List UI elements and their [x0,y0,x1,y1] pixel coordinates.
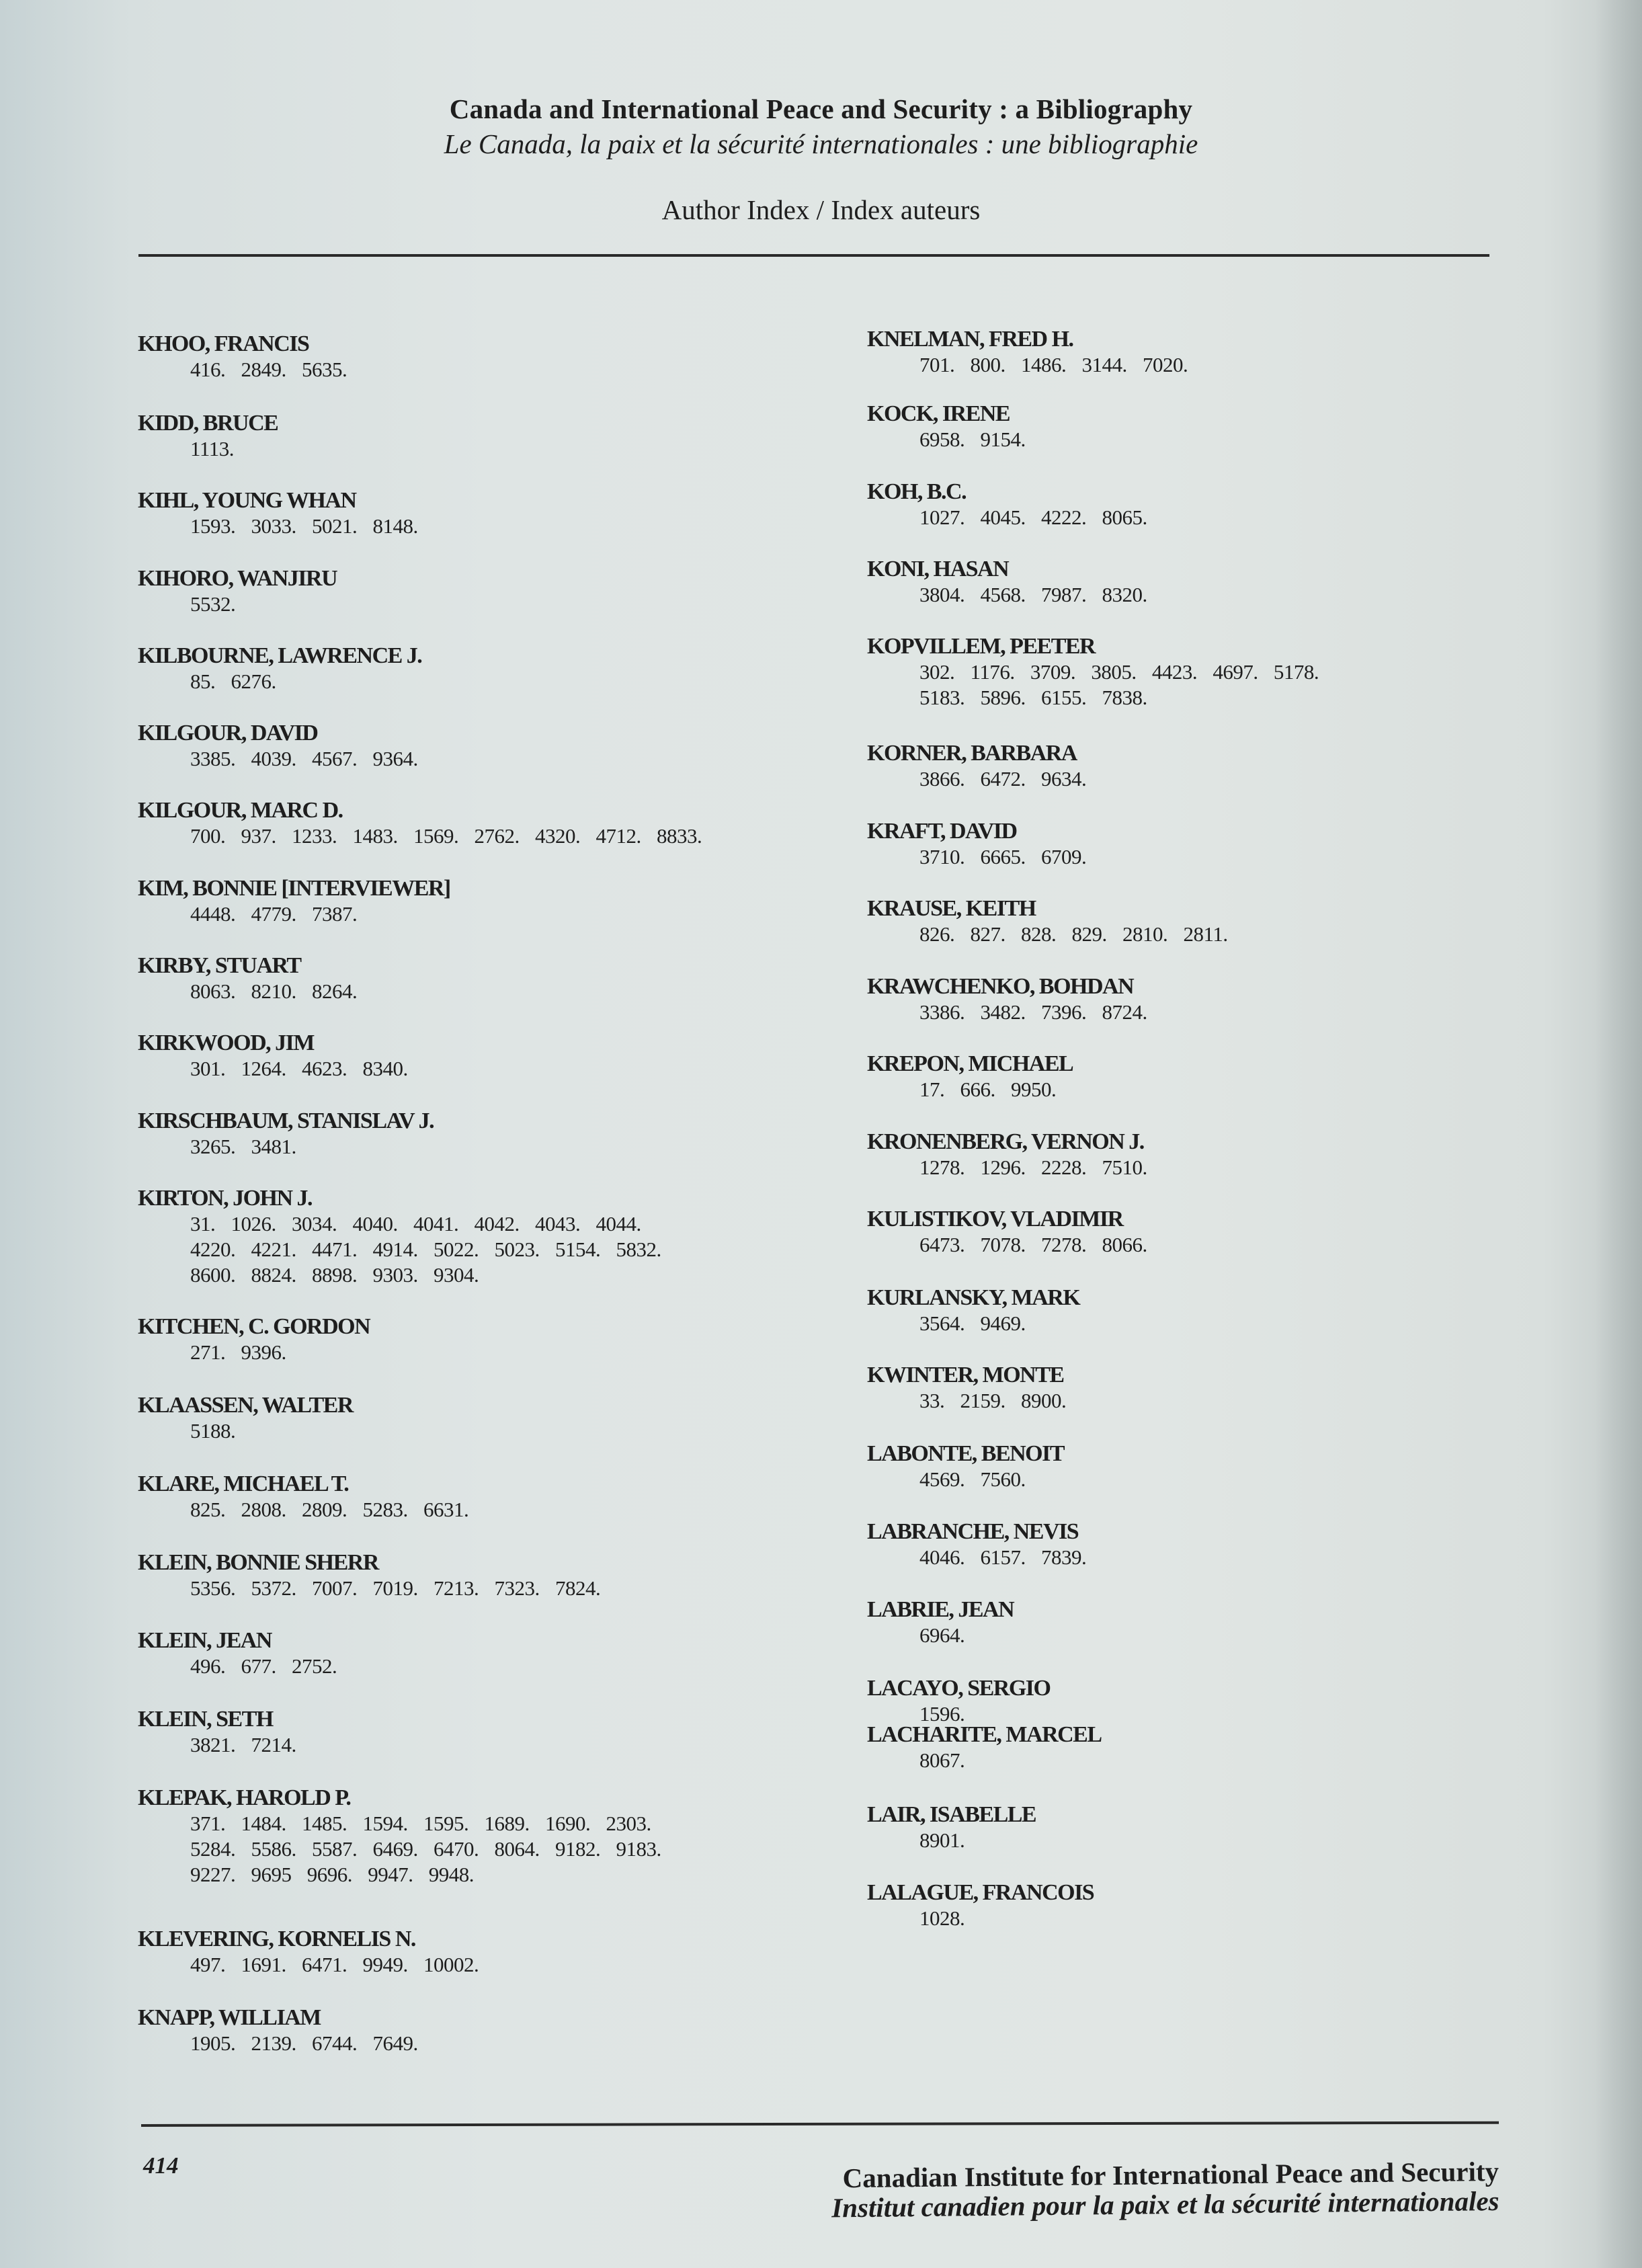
author-name: KILBOURNE, LAWRENCE J. [138,643,422,668]
author-name: KLARE, MICHAEL T. [138,1471,349,1496]
author-name: KNAPP, WILLIAM [138,2005,321,2030]
author-name: KRAFT, DAVID [867,819,1017,844]
index-entry [867,1207,1566,1258]
index-entry [867,634,1566,711]
bibliography-subtitle-french: Le Canada, la paix et la sécurité internationales : une bibliographie [444,128,1198,159]
author-name: LABRANCHE, NEVIS [867,1519,1079,1544]
reference-numbers: 3385. 4039. 4567. 9364. [190,747,418,770]
author-name: KLEPAK, HAROLD P. [138,1785,351,1810]
index-entry [867,1722,1566,1773]
index-entry [867,557,1566,608]
author-name: KORNER, BARBARA [867,741,1077,766]
index-entry [138,411,837,462]
reference-numbers: 416. 2849. 5635. [190,358,347,381]
author-name: KIRTON, JOHN J. [138,1186,313,1211]
reference-numbers: 4569. 7560. [919,1467,1026,1491]
index-entry [867,819,1566,870]
author-name: KOCK, IRENE [867,401,1010,426]
index-entry [138,1393,837,1444]
reference-numbers: 3866. 6472. 9634. [919,767,1087,791]
reference-numbers: 496. 677. 2752. [190,1654,337,1678]
index-entry [138,566,837,617]
reference-numbers: 1596. [919,1702,965,1726]
author-name: KOH, B.C. [867,479,967,504]
author-name: KONI, HASAN [867,557,1009,581]
author-name: KIDD, BRUCE [138,411,278,436]
reference-numbers: 1278. 1296. 2228. 7510. [919,1156,1147,1179]
reference-numbers: 3804. 4568. 7987. 8320. [919,583,1147,606]
index-entry [138,798,837,849]
index-entry [867,1676,1566,1727]
reference-numbers: 1113. [190,437,234,460]
index-entry [138,1927,837,1978]
author-name: KIHL, YOUNG WHAN [138,488,356,513]
reference-numbers: 8901. [919,1828,965,1852]
author-name: KLEIN, BONNIE SHERR [138,1550,378,1575]
bibliography-title: Canada and International Peace and Security : a Bibliography [449,93,1193,124]
reference-numbers: 1027. 4045. 4222. 8065. [919,505,1147,529]
reference-numbers: 1905. 2139. 6744. 7649. [190,2031,418,2055]
author-name: KNELMAN, FRED H. [867,327,1073,352]
author-name: LABONTE, BENOIT [867,1441,1065,1466]
author-name: LACHARITE, MARCEL [867,1722,1102,1747]
index-entry [867,974,1566,1025]
reference-numbers: 8063. 8210. 8264. [190,979,358,1003]
reference-numbers: 371. 1484. 1485. 1594. 1595. 1689. 1690. 2303. 5284. 5586. 5587. 6469. 6470. 8064. 9182. 9183. 9227. 9695 9696. 9947. 9948. [190,1812,661,1886]
reference-numbers: 302. 1176. 3709. 3805. 4423. 4697. 5178. 5183. 5896. 6155. 7838. [919,660,1319,709]
author-name: KULISTIKOV, VLADIMIR [867,1207,1123,1231]
index-heading: Author Index / Index auteurs [661,194,981,225]
index-entry [138,1030,837,1082]
reference-numbers: 85. 6276. [190,670,276,693]
reference-numbers: 497. 1691. 6471. 9949. 10002. [190,1953,479,1976]
reference-numbers: 3564. 9469. [919,1311,1026,1335]
author-name: KREPON, MICHAEL [867,1051,1073,1076]
publisher-block [831,2156,1499,2222]
index-entry [138,1785,837,1888]
index-entry [867,1285,1566,1336]
reference-numbers: 3386. 3482. 7396. 8724. [919,1000,1147,1024]
index-entry [138,488,837,539]
index-entry [867,1802,1566,1853]
author-name: KITCHEN, C. GORDON [138,1314,370,1339]
index-entry [138,721,837,772]
author-name: KIRKWOOD, JIM [138,1030,314,1055]
publisher-name-french: Institut canadien pour la paix et la sécurité internationales [831,2185,1500,2224]
reference-numbers: 33. 2159. 8900. [919,1389,1067,1412]
author-name: KOPVILLEM, PEETER [867,634,1096,659]
reference-numbers: 5188. [190,1419,236,1443]
index-entry [867,896,1566,947]
page-edge-shadow [1595,0,1642,2268]
index-entry [867,401,1566,452]
index-entry [138,643,837,694]
author-name: KLEIN, SETH [138,1707,273,1732]
publisher-name-english: Canadian Institute for International Peace and Security [842,2156,1500,2194]
reference-numbers: 6964. [919,1623,965,1647]
index-entry [138,1550,837,1601]
author-name: KIRBY, STUART [138,953,301,978]
index-entry [138,331,837,382]
author-name: KIM, BONNIE [INTERVIEWER] [138,876,450,901]
author-name: KILGOUR, DAVID [138,721,318,745]
author-name: KWINTER, MONTE [867,1363,1064,1387]
reference-numbers: 301. 1264. 4623. 8340. [190,1057,408,1080]
index-entry [138,876,837,927]
page-number: 414 [143,2152,179,2179]
author-name: KILGOUR, MARC D. [138,798,343,823]
reference-numbers: 8067. [919,1748,965,1772]
reference-numbers: 700. 937. 1233. 1483. 1569. 2762. 4320. 4712. 8833. [190,824,702,848]
author-name: LACAYO, SERGIO [867,1676,1051,1701]
reference-numbers: 3265. 3481. [190,1135,296,1158]
reference-numbers: 271. 9396. [190,1340,286,1364]
reference-numbers: 825. 2808. 2809. 5283. 6631. [190,1498,469,1521]
author-name: LABRIE, JEAN [867,1597,1014,1622]
index-entry [138,1628,837,1679]
index-entry [867,741,1566,792]
header-rule [138,254,1489,257]
index-entry [867,327,1566,378]
author-name: LAIR, ISABELLE [867,1802,1036,1827]
index-entry [867,1597,1566,1648]
author-name: KHOO, FRANCIS [138,331,309,356]
author-name: LALAGUE, FRANCOIS [867,1880,1094,1905]
reference-numbers: 6473. 7078. 7278. 8066. [919,1233,1147,1256]
index-entry [138,1186,837,1288]
index-entry [138,1314,837,1365]
reference-numbers: 1028. [919,1906,965,1930]
index-entry [867,1519,1566,1570]
index-entry [138,1707,837,1758]
index-entry [867,1441,1566,1492]
author-name: KLAASSEN, WALTER [138,1393,353,1418]
reference-numbers: 31. 1026. 3034. 4040. 4041. 4042. 4043. 4044. 4220. 4221. 4471. 4914. 5022. 5023. 5154. 5832. 8600. 8824. 8898. 9303. 9304. [190,1212,661,1287]
author-name: KRAUSE, KEITH [867,896,1036,921]
author-name: KIRSCHBAUM, STANISLAV J. [138,1108,434,1133]
reference-numbers: 6958. 9154. [919,428,1026,451]
reference-numbers: 701. 800. 1486. 3144. 7020. [919,353,1188,376]
index-entry [867,1363,1566,1414]
reference-numbers: 5356. 5372. 7007. 7019. 7213. 7323. 7824. [190,1576,601,1600]
author-name: KRAWCHENKO, BOHDAN [867,974,1134,999]
author-name: KIHORO, WANJIRU [138,566,337,591]
reference-numbers: 826. 827. 828. 829. 2810. 2811. [919,922,1228,946]
author-name: KLEVERING, KORNELIS N. [138,1927,415,1951]
reference-numbers: 4046. 6157. 7839. [919,1545,1087,1569]
index-entry [138,1108,837,1160]
index-entry [867,1880,1566,1931]
reference-numbers: 4448. 4779. 7387. [190,902,358,926]
reference-numbers: 3710. 6665. 6709. [919,845,1087,868]
author-name: KURLANSKY, MARK [867,1285,1080,1310]
footer-rule [141,2121,1499,2127]
index-entry [867,1129,1566,1180]
reference-numbers: 17. 666. 9950. [919,1078,1057,1101]
reference-numbers: 5532. [190,592,236,616]
index-entry [138,2005,837,2056]
index-entry [867,479,1566,530]
index-entry [867,1051,1566,1102]
reference-numbers: 3821. 7214. [190,1733,296,1756]
author-name: KLEIN, JEAN [138,1628,272,1653]
reference-numbers: 1593. 3033. 5021. 8148. [190,514,418,538]
index-entry [138,1471,837,1523]
index-entry [138,953,837,1004]
author-name: KRONENBERG, VERNON J. [867,1129,1144,1154]
